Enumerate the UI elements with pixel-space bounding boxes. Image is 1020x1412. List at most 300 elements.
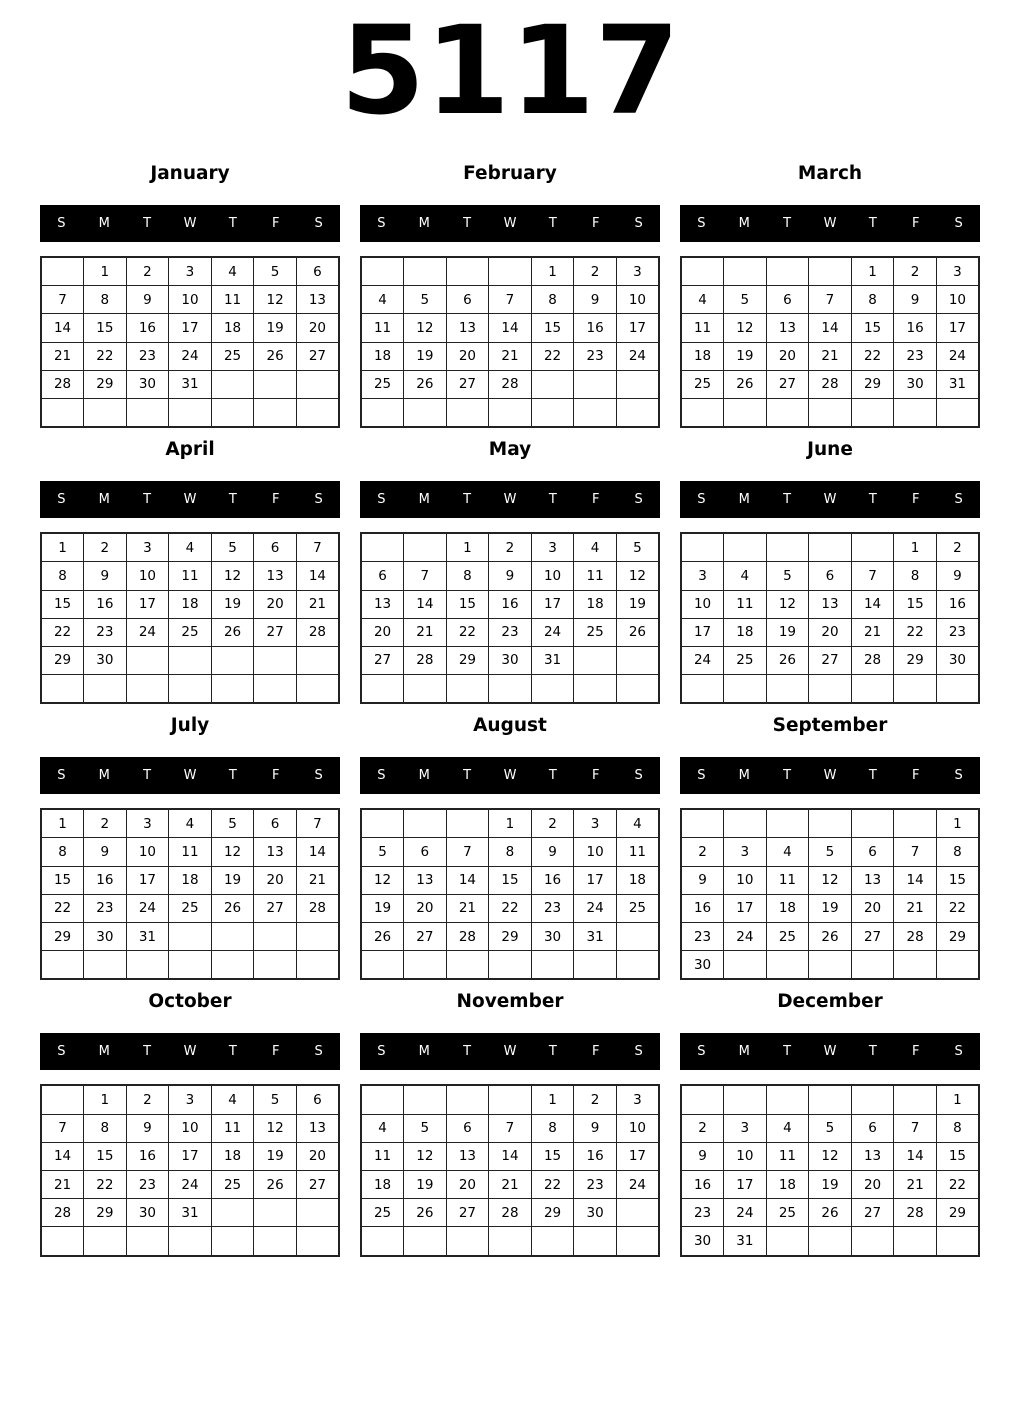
day-cell: 21 xyxy=(489,342,532,370)
day-cell: 21 xyxy=(296,866,339,894)
day-cell: 8 xyxy=(41,838,84,866)
empty-day-cell xyxy=(126,951,169,980)
day-cell: 3 xyxy=(169,257,212,286)
day-cell: 12 xyxy=(809,1142,852,1170)
weekday-label: T xyxy=(143,768,152,784)
day-cell: 22 xyxy=(84,1170,127,1198)
day-cell: 16 xyxy=(574,1142,617,1170)
day-cell: 26 xyxy=(809,923,852,951)
day-cell: 17 xyxy=(936,314,979,342)
weekday-label: S xyxy=(57,492,66,508)
weekday-label: S xyxy=(954,216,963,231)
day-cell: 9 xyxy=(894,286,937,314)
month-february xyxy=(360,163,660,428)
day-cell: 11 xyxy=(169,562,212,590)
day-cell: 14 xyxy=(489,314,532,342)
month-title: December xyxy=(777,991,883,1013)
month-days-table xyxy=(360,532,660,704)
month-august xyxy=(360,715,660,980)
weekday-label: S xyxy=(697,492,706,508)
day-cell: 19 xyxy=(254,314,297,342)
empty-day-cell xyxy=(169,398,212,427)
day-cell: 24 xyxy=(681,646,724,674)
day-cell: 19 xyxy=(766,618,809,646)
empty-day-cell xyxy=(616,951,659,980)
day-cell: 22 xyxy=(446,618,489,646)
day-cell: 1 xyxy=(84,1085,127,1114)
day-cell: 2 xyxy=(84,533,127,562)
day-cell: 18 xyxy=(766,1170,809,1198)
empty-day-cell xyxy=(724,675,767,704)
day-cell: 13 xyxy=(404,866,447,894)
week-row xyxy=(361,590,659,618)
day-cell: 5 xyxy=(724,286,767,314)
weekday-label: S xyxy=(314,492,323,508)
empty-day-cell xyxy=(766,1227,809,1256)
day-cell: 28 xyxy=(489,370,532,398)
day-cell: 1 xyxy=(41,533,84,562)
week-row xyxy=(41,533,339,562)
day-cell: 21 xyxy=(404,618,447,646)
day-cell: 13 xyxy=(851,1142,894,1170)
empty-day-cell xyxy=(489,675,532,704)
weekday-label: M xyxy=(418,768,430,784)
day-cell: 15 xyxy=(531,314,574,342)
day-cell: 30 xyxy=(574,1199,617,1227)
weekday-label: T xyxy=(228,492,237,508)
day-cell: 3 xyxy=(724,1114,767,1142)
day-cell: 23 xyxy=(936,618,979,646)
day-cell: 10 xyxy=(936,286,979,314)
month-october xyxy=(40,991,340,1256)
week-row xyxy=(361,618,659,646)
empty-day-cell xyxy=(531,1227,574,1256)
day-cell: 8 xyxy=(851,286,894,314)
week-row xyxy=(681,809,979,838)
empty-day-cell xyxy=(404,1085,447,1114)
day-cell: 20 xyxy=(446,342,489,370)
empty-day-cell xyxy=(766,809,809,838)
week-row xyxy=(681,1199,979,1227)
day-cell: 10 xyxy=(724,1142,767,1170)
week-row xyxy=(361,257,659,286)
day-cell: 19 xyxy=(809,894,852,922)
weekday-label: W xyxy=(503,492,517,508)
week-row xyxy=(41,1170,339,1198)
day-cell: 19 xyxy=(361,894,404,922)
day-cell: 6 xyxy=(446,286,489,314)
day-cell: 7 xyxy=(489,1114,532,1142)
day-cell: 3 xyxy=(616,257,659,286)
day-cell: 2 xyxy=(681,838,724,866)
day-cell: 18 xyxy=(361,342,404,370)
day-cell: 10 xyxy=(574,838,617,866)
empty-day-cell xyxy=(851,951,894,980)
day-cell: 16 xyxy=(574,314,617,342)
day-cell: 30 xyxy=(681,951,724,980)
empty-day-cell xyxy=(489,398,532,427)
day-cell: 6 xyxy=(361,562,404,590)
week-row xyxy=(41,286,339,314)
day-cell: 10 xyxy=(169,286,212,314)
months-grid xyxy=(0,163,1020,1268)
day-cell: 19 xyxy=(404,342,447,370)
day-cell: 4 xyxy=(211,257,254,286)
day-cell: 28 xyxy=(296,618,339,646)
day-cell: 15 xyxy=(41,866,84,894)
day-cell: 6 xyxy=(766,286,809,314)
weekday-label: M xyxy=(98,1044,110,1060)
day-cell: 17 xyxy=(616,1142,659,1170)
day-cell: 4 xyxy=(169,533,212,562)
day-cell: 17 xyxy=(681,618,724,646)
empty-day-cell xyxy=(361,675,404,704)
day-cell: 13 xyxy=(809,590,852,618)
month-title: June xyxy=(807,439,853,461)
empty-day-cell xyxy=(894,675,937,704)
week-row xyxy=(361,1170,659,1198)
week-row xyxy=(681,618,979,646)
day-cell: 3 xyxy=(126,809,169,838)
day-cell: 2 xyxy=(126,257,169,286)
weekday-label: S xyxy=(697,216,706,231)
day-cell: 26 xyxy=(211,894,254,922)
day-cell: 6 xyxy=(296,257,339,286)
day-cell: 27 xyxy=(254,618,297,646)
weekday-label: F xyxy=(271,216,280,231)
weekday-header xyxy=(40,757,340,794)
weekday-header xyxy=(360,1033,660,1070)
day-cell: 13 xyxy=(296,286,339,314)
empty-day-cell xyxy=(489,1085,532,1114)
day-cell: 14 xyxy=(894,866,937,894)
week-row xyxy=(681,1114,979,1142)
weekday-label: M xyxy=(738,492,750,508)
empty-day-cell xyxy=(296,1199,339,1227)
week-row xyxy=(681,342,979,370)
day-cell: 16 xyxy=(936,590,979,618)
day-cell: 15 xyxy=(446,590,489,618)
month-days-table xyxy=(40,808,340,980)
weekday-label: F xyxy=(911,1044,920,1060)
day-cell: 31 xyxy=(574,923,617,951)
day-cell: 9 xyxy=(489,562,532,590)
day-cell: 15 xyxy=(84,1142,127,1170)
day-cell: 28 xyxy=(41,370,84,398)
week-row xyxy=(361,951,659,980)
empty-day-cell xyxy=(361,257,404,286)
day-cell: 3 xyxy=(531,533,574,562)
day-cell: 15 xyxy=(894,590,937,618)
day-cell: 9 xyxy=(84,838,127,866)
empty-day-cell xyxy=(681,257,724,286)
day-cell: 3 xyxy=(681,562,724,590)
day-cell: 21 xyxy=(809,342,852,370)
day-cell: 26 xyxy=(361,923,404,951)
week-row xyxy=(41,342,339,370)
weekday-label: S xyxy=(634,492,643,508)
week-row xyxy=(361,342,659,370)
day-cell: 1 xyxy=(531,257,574,286)
day-cell: 26 xyxy=(724,370,767,398)
weekday-label: W xyxy=(823,492,837,508)
day-cell: 19 xyxy=(809,1170,852,1198)
day-cell: 9 xyxy=(126,286,169,314)
empty-day-cell xyxy=(169,646,212,674)
weekday-label: T xyxy=(463,768,472,784)
day-cell: 31 xyxy=(936,370,979,398)
day-cell: 1 xyxy=(851,257,894,286)
day-cell: 20 xyxy=(296,1142,339,1170)
day-cell: 17 xyxy=(169,1142,212,1170)
empty-day-cell xyxy=(766,951,809,980)
day-cell: 18 xyxy=(616,866,659,894)
day-cell: 30 xyxy=(126,370,169,398)
day-cell: 11 xyxy=(169,838,212,866)
day-cell: 14 xyxy=(296,838,339,866)
weekday-label: M xyxy=(98,492,110,508)
day-cell: 17 xyxy=(169,314,212,342)
weekday-label: S xyxy=(314,768,323,784)
day-cell: 29 xyxy=(41,646,84,674)
weekday-label: T xyxy=(463,492,472,508)
empty-day-cell xyxy=(766,1085,809,1114)
day-cell: 26 xyxy=(809,1199,852,1227)
weekday-label: S xyxy=(954,492,963,508)
day-cell: 23 xyxy=(681,1199,724,1227)
weekday-label: S xyxy=(377,1044,386,1060)
weekday-label: F xyxy=(591,216,600,231)
day-cell: 6 xyxy=(254,533,297,562)
empty-day-cell xyxy=(446,257,489,286)
day-cell: 14 xyxy=(894,1142,937,1170)
day-cell: 10 xyxy=(126,562,169,590)
weekday-label: T xyxy=(868,1044,877,1060)
day-cell: 20 xyxy=(361,618,404,646)
day-cell: 18 xyxy=(169,590,212,618)
day-cell: 21 xyxy=(41,342,84,370)
empty-day-cell xyxy=(169,675,212,704)
day-cell: 9 xyxy=(936,562,979,590)
empty-day-cell xyxy=(894,398,937,427)
week-row xyxy=(361,646,659,674)
day-cell: 31 xyxy=(126,923,169,951)
empty-day-cell xyxy=(616,1227,659,1256)
week-row xyxy=(41,1114,339,1142)
day-cell: 2 xyxy=(574,1085,617,1114)
weekday-label: S xyxy=(57,216,66,231)
day-cell: 11 xyxy=(766,1142,809,1170)
month-days-table xyxy=(680,256,980,428)
day-cell: 2 xyxy=(489,533,532,562)
week-row xyxy=(361,562,659,590)
week-row xyxy=(361,675,659,704)
empty-day-cell xyxy=(254,923,297,951)
day-cell: 8 xyxy=(531,1114,574,1142)
day-cell: 30 xyxy=(894,370,937,398)
day-cell: 19 xyxy=(254,1142,297,1170)
day-cell: 11 xyxy=(211,1114,254,1142)
day-cell: 7 xyxy=(894,1114,937,1142)
day-cell: 7 xyxy=(296,809,339,838)
day-cell: 25 xyxy=(169,894,212,922)
day-cell: 28 xyxy=(809,370,852,398)
day-cell: 30 xyxy=(126,1199,169,1227)
weekday-label: M xyxy=(418,216,430,231)
day-cell: 24 xyxy=(126,618,169,646)
day-cell: 14 xyxy=(446,866,489,894)
day-cell: 11 xyxy=(361,1142,404,1170)
day-cell: 17 xyxy=(126,590,169,618)
empty-day-cell xyxy=(361,1227,404,1256)
day-cell: 16 xyxy=(531,866,574,894)
day-cell: 27 xyxy=(296,342,339,370)
day-cell: 3 xyxy=(724,838,767,866)
day-cell: 5 xyxy=(254,257,297,286)
day-cell: 12 xyxy=(211,562,254,590)
empty-day-cell xyxy=(404,809,447,838)
month-days-table xyxy=(40,532,340,704)
day-cell: 9 xyxy=(681,1142,724,1170)
day-cell: 5 xyxy=(211,533,254,562)
empty-day-cell xyxy=(531,370,574,398)
empty-day-cell xyxy=(404,951,447,980)
day-cell: 23 xyxy=(84,618,127,646)
day-cell: 27 xyxy=(766,370,809,398)
day-cell: 15 xyxy=(936,866,979,894)
empty-day-cell xyxy=(574,951,617,980)
day-cell: 25 xyxy=(616,894,659,922)
weekday-label: S xyxy=(377,492,386,508)
empty-day-cell xyxy=(724,809,767,838)
day-cell: 30 xyxy=(84,646,127,674)
day-cell: 27 xyxy=(404,923,447,951)
day-cell: 15 xyxy=(41,590,84,618)
weekday-label: T xyxy=(868,768,877,784)
empty-day-cell xyxy=(809,675,852,704)
month-days-table xyxy=(40,256,340,428)
day-cell: 19 xyxy=(616,590,659,618)
day-cell: 27 xyxy=(851,923,894,951)
empty-day-cell xyxy=(936,675,979,704)
day-cell: 8 xyxy=(894,562,937,590)
month-title: April xyxy=(165,439,215,461)
day-cell: 29 xyxy=(894,646,937,674)
day-cell: 25 xyxy=(766,923,809,951)
weekday-label: T xyxy=(548,768,557,784)
empty-day-cell xyxy=(254,398,297,427)
day-cell: 1 xyxy=(936,1085,979,1114)
empty-day-cell xyxy=(126,675,169,704)
week-row xyxy=(41,370,339,398)
week-row xyxy=(41,1227,339,1256)
weekday-label: T xyxy=(548,1044,557,1060)
day-cell: 12 xyxy=(724,314,767,342)
day-cell: 3 xyxy=(169,1085,212,1114)
day-cell: 24 xyxy=(126,894,169,922)
day-cell: 23 xyxy=(681,923,724,951)
empty-day-cell xyxy=(574,646,617,674)
weekday-label: F xyxy=(271,492,280,508)
day-cell: 19 xyxy=(724,342,767,370)
day-cell: 8 xyxy=(936,838,979,866)
week-row xyxy=(361,533,659,562)
month-days-table xyxy=(680,1084,980,1256)
week-row xyxy=(41,314,339,342)
week-row xyxy=(41,809,339,838)
empty-day-cell xyxy=(361,809,404,838)
day-cell: 28 xyxy=(41,1199,84,1227)
empty-day-cell xyxy=(254,675,297,704)
day-cell: 18 xyxy=(169,866,212,894)
week-row xyxy=(681,1142,979,1170)
empty-day-cell xyxy=(404,1227,447,1256)
day-cell: 22 xyxy=(489,894,532,922)
empty-day-cell xyxy=(809,951,852,980)
day-cell: 28 xyxy=(894,1199,937,1227)
empty-day-cell xyxy=(169,923,212,951)
day-cell: 8 xyxy=(489,838,532,866)
week-row xyxy=(41,838,339,866)
week-row xyxy=(41,257,339,286)
month-title: January xyxy=(150,163,230,184)
day-cell: 8 xyxy=(41,562,84,590)
empty-day-cell xyxy=(616,923,659,951)
day-cell: 26 xyxy=(211,618,254,646)
day-cell: 14 xyxy=(296,562,339,590)
day-cell: 26 xyxy=(766,646,809,674)
day-cell: 16 xyxy=(84,866,127,894)
day-cell: 8 xyxy=(936,1114,979,1142)
day-cell: 6 xyxy=(296,1085,339,1114)
day-cell: 24 xyxy=(724,923,767,951)
week-row xyxy=(41,866,339,894)
week-row xyxy=(361,866,659,894)
day-cell: 25 xyxy=(574,618,617,646)
month-title: October xyxy=(148,991,232,1013)
day-cell: 25 xyxy=(169,618,212,646)
day-cell: 19 xyxy=(211,866,254,894)
day-cell: 27 xyxy=(446,1199,489,1227)
weekday-header xyxy=(40,1033,340,1070)
empty-day-cell xyxy=(84,675,127,704)
day-cell: 15 xyxy=(851,314,894,342)
weekday-label: S xyxy=(314,1044,323,1060)
day-cell: 4 xyxy=(616,809,659,838)
day-cell: 17 xyxy=(531,590,574,618)
day-cell: 13 xyxy=(254,838,297,866)
day-cell: 20 xyxy=(404,894,447,922)
month-title: May xyxy=(488,439,532,461)
empty-day-cell xyxy=(296,675,339,704)
empty-day-cell xyxy=(446,398,489,427)
empty-day-cell xyxy=(681,398,724,427)
day-cell: 1 xyxy=(894,533,937,562)
empty-day-cell xyxy=(126,646,169,674)
empty-day-cell xyxy=(404,257,447,286)
empty-day-cell xyxy=(851,809,894,838)
day-cell: 25 xyxy=(766,1199,809,1227)
day-cell: 7 xyxy=(404,562,447,590)
day-cell: 18 xyxy=(724,618,767,646)
empty-day-cell xyxy=(446,1085,489,1114)
week-row xyxy=(41,398,339,427)
week-row xyxy=(41,923,339,951)
day-cell: 25 xyxy=(361,1199,404,1227)
weekday-label: S xyxy=(377,768,386,784)
weekday-label: S xyxy=(634,1044,643,1060)
day-cell: 11 xyxy=(724,590,767,618)
